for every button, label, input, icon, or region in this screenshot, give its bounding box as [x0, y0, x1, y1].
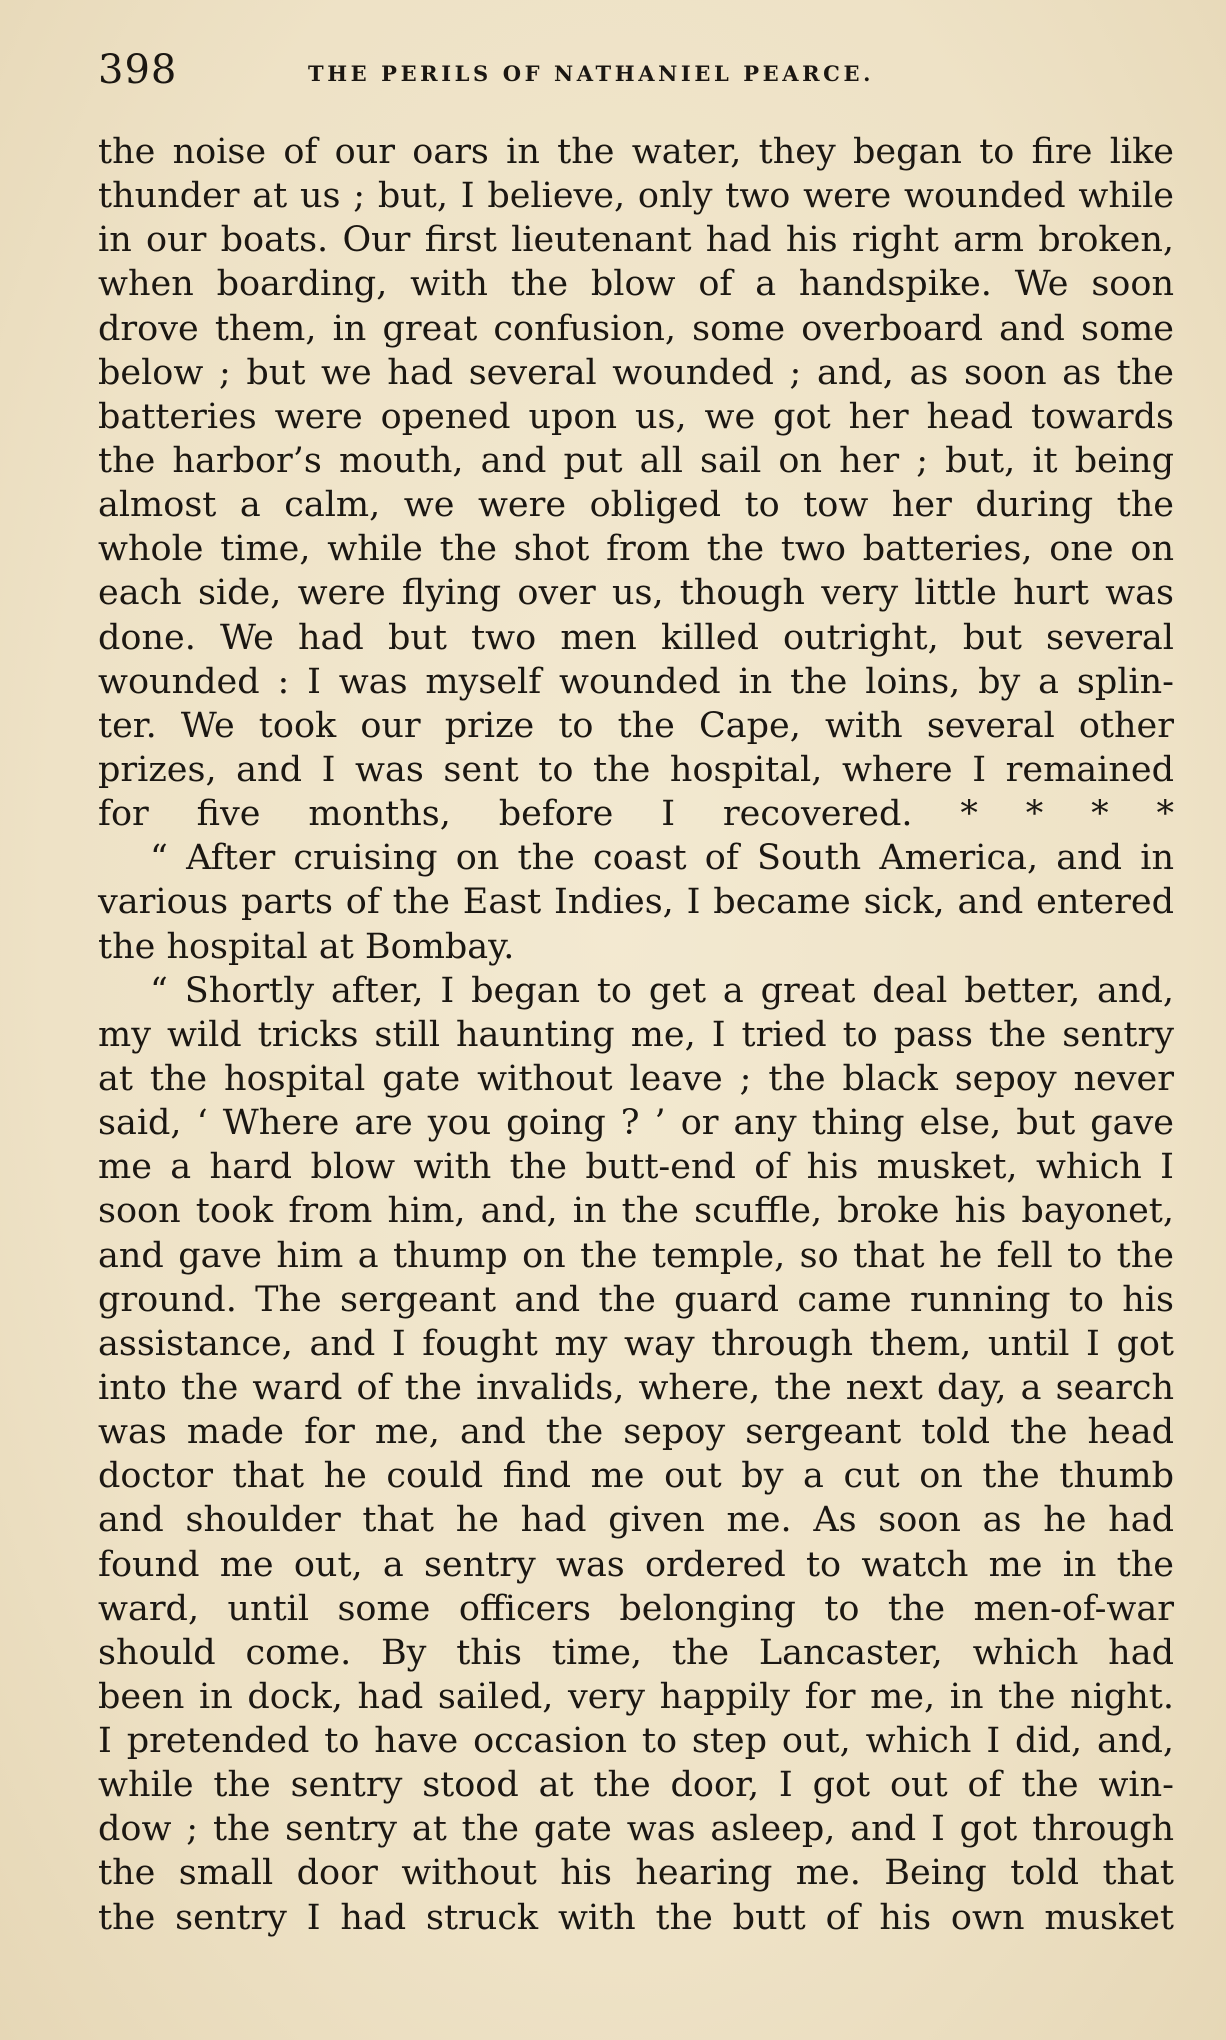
text-line: ter. We took our prize to the Cape, with several other [98, 705, 1174, 746]
text-line: me a hard blow with the butt-end of his musket, which I [98, 1147, 1174, 1188]
text-line: said, ‘ Where are you going ? ’ or any thing else, but gave [98, 1103, 1174, 1144]
text-line: when boarding, with the blow of a handspike. We soon [98, 264, 1174, 305]
running-title: THE PERILS OF NATHANIEL PEARCE. [308, 61, 874, 86]
text-line: the harbor’s mouth, and put all sail on her ; but, it being [98, 440, 1174, 481]
text-line: doctor that he could find me out by a cut on the thumb [98, 1456, 1174, 1497]
text-line: ward, until some officers belonging to the men-of-war [98, 1588, 1174, 1629]
text-line: at the hospital gate without leave ; the black sepoy never [98, 1058, 1174, 1099]
text-line: should come. By this time, the Lancaster, which had [98, 1632, 1174, 1673]
text-line: was made for me, and the sepoy sergeant told the head [98, 1412, 1174, 1453]
text-line: in our boats. Our first lieutenant had his right arm broken, [98, 220, 1174, 261]
text-line: and shoulder that he had given me. As soon as he had [98, 1500, 1174, 1541]
text-line: while the sentry stood at the door, I got out of the win- [98, 1765, 1174, 1806]
text-line: and gave him a thump on the temple, so that he fell to the [98, 1235, 1174, 1276]
page-number: 398 [98, 47, 178, 93]
text-line: drove them, in great confusion, some overboard and some [98, 308, 1174, 349]
paragraph-start-line: “ Shortly after, I began to get a great deal better, and, [150, 970, 1174, 1011]
text-line: batteries were opened upon us, we got her head towards [98, 396, 1174, 437]
text-line: thunder at us ; but, I believe, only two were wounded while [98, 176, 1174, 217]
page-header [98, 42, 1174, 98]
text-line: wounded : I was myself wounded in the loins, by a splin- [98, 661, 1174, 702]
paragraph-start-line: “ After cruising on the coast of South America, and in [150, 838, 1174, 879]
text-line: assistance, and I fought my way through them, until I got [98, 1323, 1174, 1364]
text-line: for five months, before I recovered. * * * * [98, 794, 1174, 835]
text-line: the noise of our oars in the water, they began to fire like [98, 132, 1174, 172]
text-line: below ; but we had several wounded ; and, as soon as the [98, 352, 1174, 393]
text-line: into the ward of the invalids, where, the next day, a search [98, 1367, 1174, 1408]
text-line: various parts of the East Indies, I became sick, and entered [98, 882, 1174, 923]
text-line: my wild tricks still haunting me, I tried to pass the sentry [98, 1014, 1174, 1055]
text-line: soon took from him, and, in the scuffle, broke his bayonet, [98, 1191, 1174, 1232]
text-line: ground. The sergeant and the guard came running to his [98, 1279, 1174, 1320]
text-line: prizes, and I was sent to the hospital, where I remained [98, 749, 1174, 790]
paragraph-end-line: the hospital at Bombay. [98, 926, 515, 967]
text-line: found me out, a sentry was ordered to watch me in the [98, 1544, 1174, 1585]
text-line: each side, were flying over us, though very little hurt was [98, 573, 1174, 614]
text-line: the sentry I had struck with the butt of his own musket [98, 1897, 1174, 1938]
body-text [98, 130, 1174, 1940]
text-line: whole time, while the shot from the two batteries, one on [98, 529, 1174, 570]
text-line: done. We had but two men killed outright, but several [98, 617, 1174, 658]
text-line: dow ; the sentry at the gate was asleep, and I got through [98, 1809, 1174, 1850]
text-line: almost a calm, we were obliged to tow her during the [98, 485, 1174, 526]
text-line: been in dock, had sailed, very happily for me, in the night. [98, 1676, 1174, 1717]
text-line: I pretended to have occasion to step out, which I did, and, [98, 1721, 1174, 1762]
text-line: the small door without his hearing me. Being told that [98, 1853, 1174, 1894]
